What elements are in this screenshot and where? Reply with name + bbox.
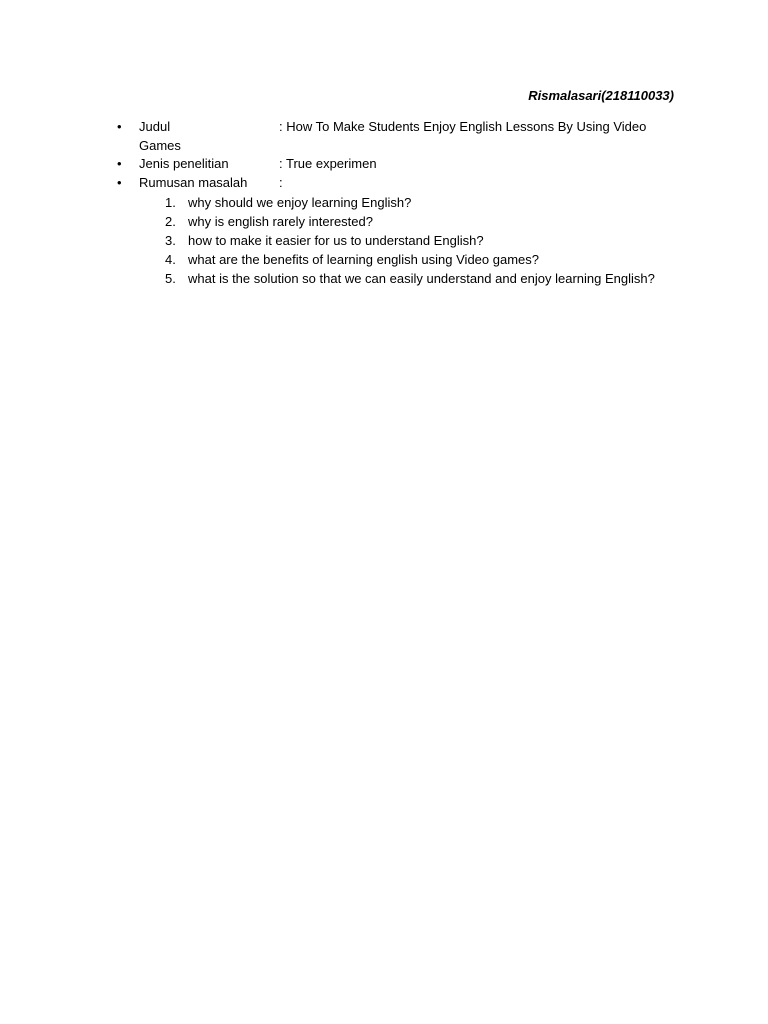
list-item-text: why is english rarely interested?: [188, 214, 373, 229]
field-list: [115, 118, 655, 192]
field-rumusan-masalah: [115, 174, 655, 193]
list-item-number: 5.: [165, 271, 176, 286]
list-item-number: 1.: [165, 195, 176, 210]
author-name: Rismalasari(218110033): [528, 88, 674, 103]
question-list: [162, 193, 682, 288]
list-item-text: what are the benefits of learning english using Video games?: [188, 252, 539, 267]
list-item-number: 2.: [165, 214, 176, 229]
list-item: [162, 250, 682, 269]
list-item-number: 4.: [165, 252, 176, 267]
field-judul: [115, 118, 655, 155]
list-item-text: how to make it easier for us to understand English?: [188, 233, 484, 248]
field-value-continuation: Games: [139, 137, 181, 153]
field-label: Rumusan masalah: [139, 174, 248, 190]
field-value: : How To Make Students Enjoy English Lessons By Using Video: [279, 119, 647, 134]
field-label: Jenis penelitian: [139, 156, 229, 171]
list-item-text: why should we enjoy learning English?: [188, 195, 412, 210]
list-item-text: what is the solution so that we can easily understand and enjoy learning English?: [188, 271, 655, 286]
field-value: :: [279, 174, 283, 190]
bullet-icon: •: [117, 119, 122, 134]
list-item-number: 3.: [165, 233, 176, 248]
list-item: [162, 193, 682, 212]
field-label: Judul: [139, 119, 171, 134]
list-item: [162, 212, 682, 231]
bullet-icon: •: [117, 156, 122, 171]
field-jenis-penelitian: [115, 155, 655, 174]
bullet-icon: •: [117, 174, 122, 190]
field-value: : True experimen: [279, 156, 377, 171]
list-item: [162, 231, 682, 250]
list-item: [162, 269, 682, 288]
